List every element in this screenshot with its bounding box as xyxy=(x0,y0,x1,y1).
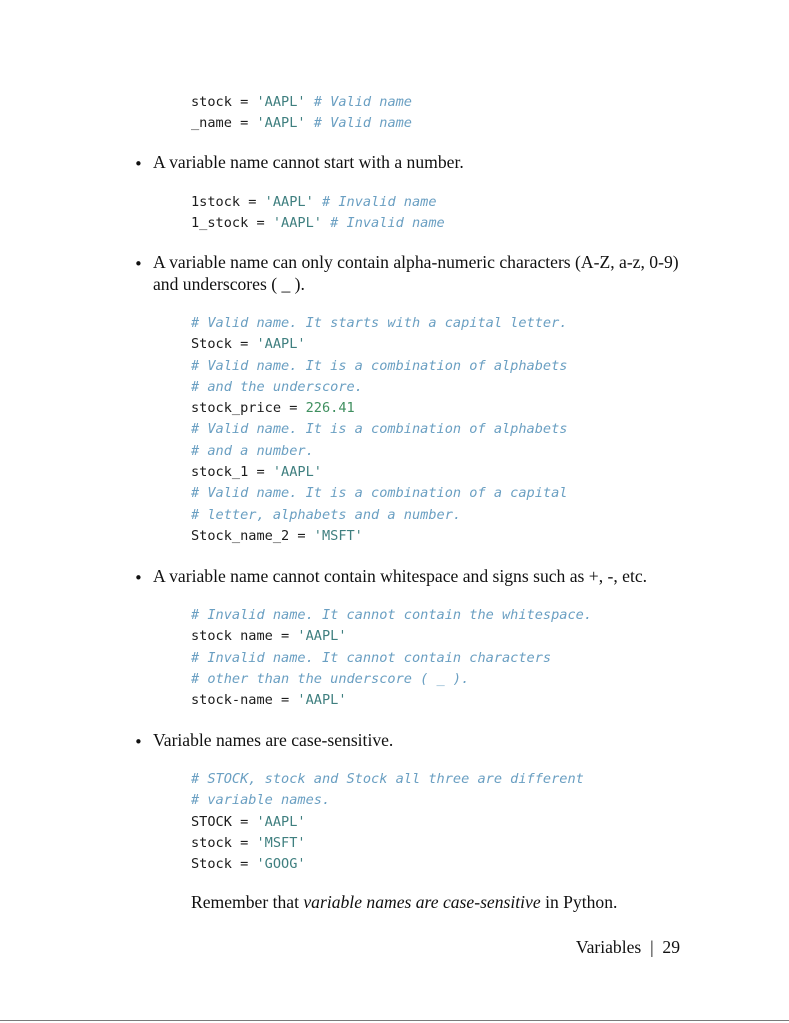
string-literal: 'AAPL' xyxy=(297,692,347,709)
code-block-invalid-names xyxy=(191,192,445,235)
code-block-alphanumeric-examples xyxy=(191,313,567,547)
code-line xyxy=(191,398,567,419)
string-literal: 'AAPL' xyxy=(256,94,306,110)
code-comment: # STOCK, stock and Stock all three are different xyxy=(191,771,584,787)
code-comment: # Valid name xyxy=(313,115,412,132)
bullet-text: A variable name cannot contain whitespace and signs such as +, -, etc. xyxy=(153,566,648,586)
code-block-whitespace-examples xyxy=(191,605,592,711)
code-comment: # Invalid name xyxy=(330,215,445,232)
bullet-dot: • xyxy=(134,733,143,751)
code-text xyxy=(322,215,330,231)
code-text: stock = xyxy=(191,94,257,110)
code-comment: # variable names. xyxy=(191,792,331,809)
string-literal: 'AAPL' xyxy=(272,464,322,481)
code-line xyxy=(191,92,412,113)
code-text: stock_1 = xyxy=(191,464,273,481)
code-line xyxy=(191,113,412,134)
code-comment: # other than the underscore ( _ ). xyxy=(191,670,470,687)
note-emphasis: variable names are case-sensitive xyxy=(303,892,541,912)
code-comment: # Valid name xyxy=(313,94,412,110)
code-text: stock = xyxy=(191,834,257,851)
code-text xyxy=(314,194,322,210)
code-line xyxy=(191,377,567,398)
code-comment: # Valid name. It is a combination of a capital xyxy=(191,485,568,502)
page-footer xyxy=(576,936,680,958)
code-line xyxy=(191,690,592,711)
bullet-text: A variable name can only contain alpha-numeric characters (A-Z, a-z, 0-9) and underscores ( _ ). xyxy=(153,252,679,294)
code-comment: # and the underscore. xyxy=(191,378,363,395)
footer-section-title: Variables xyxy=(575,937,642,957)
footer-separator: | xyxy=(650,937,654,957)
code-text xyxy=(306,115,314,131)
code-text: Stock_name_2 = xyxy=(191,527,314,544)
code-line xyxy=(191,669,592,690)
case-sensitivity-note xyxy=(191,891,617,913)
code-comment: # Invalid name. It cannot contain characters xyxy=(191,649,552,666)
string-literal: 'AAPL' xyxy=(297,628,347,645)
code-line xyxy=(191,769,584,790)
code-line xyxy=(191,462,567,483)
code-comment: # and a number. xyxy=(191,442,314,459)
code-line xyxy=(191,526,567,547)
page-number: 29 xyxy=(662,937,680,957)
string-literal: 'AAPL' xyxy=(264,194,314,210)
code-text: 1stock = xyxy=(191,194,265,210)
code-text: STOCK = xyxy=(191,813,257,830)
note-text-after: in Python. xyxy=(540,892,618,912)
code-text: Stock = xyxy=(191,856,257,873)
code-line xyxy=(191,356,567,377)
number-literal: 226.41 xyxy=(305,400,355,417)
code-line xyxy=(191,505,567,526)
code-text: _name = xyxy=(191,115,257,132)
code-line xyxy=(191,790,584,811)
code-comment: # Valid name. It is a combination of alphabets xyxy=(191,421,568,438)
bottom-rule xyxy=(0,1020,789,1021)
code-line xyxy=(191,626,592,647)
code-comment: # Invalid name xyxy=(321,194,437,210)
string-literal: 'AAPL' xyxy=(256,813,306,830)
code-line xyxy=(191,833,584,854)
code-text: stock name = xyxy=(191,628,298,645)
code-text: stock-name = xyxy=(191,692,298,709)
code-comment: # Valid name. It starts with a capital letter. xyxy=(191,315,568,331)
code-line xyxy=(191,812,584,833)
string-literal: 'AAPL' xyxy=(256,115,306,132)
code-line xyxy=(191,605,592,626)
string-literal: 'MSFT' xyxy=(313,527,363,544)
string-literal: 'MSFT' xyxy=(256,834,306,851)
bullet-dot: • xyxy=(134,569,143,587)
code-comment: # Valid name. It is a combination of alphabets xyxy=(191,357,568,374)
code-comment: # Invalid name. It cannot contain the whitespace. xyxy=(191,607,593,623)
note-text-before: Remember that xyxy=(191,892,304,912)
code-block-case-examples xyxy=(191,769,584,875)
code-line xyxy=(191,313,567,334)
code-text xyxy=(306,94,314,110)
code-line xyxy=(191,334,567,355)
code-line xyxy=(191,648,592,669)
string-literal: 'AAPL' xyxy=(256,336,306,353)
string-literal: 'AAPL' xyxy=(272,215,322,232)
code-line xyxy=(191,854,584,875)
bullet-text: A variable name cannot start with a number. xyxy=(153,152,464,172)
bullet-dot: • xyxy=(134,155,143,173)
code-text: stock_price = xyxy=(191,400,306,417)
bullet-dot: • xyxy=(134,255,143,273)
bullet-text: Variable names are case-sensitive. xyxy=(153,730,394,750)
code-line xyxy=(191,213,445,234)
string-literal: 'GOOG' xyxy=(256,856,306,873)
code-block-valid-names xyxy=(191,92,412,135)
code-text: Stock = xyxy=(191,336,257,353)
code-line xyxy=(191,483,567,504)
code-text: 1_stock = xyxy=(191,215,273,232)
code-comment: # letter, alphabets and a number. xyxy=(191,506,462,523)
code-line xyxy=(191,441,567,462)
code-line xyxy=(191,192,445,213)
code-line xyxy=(191,419,567,440)
